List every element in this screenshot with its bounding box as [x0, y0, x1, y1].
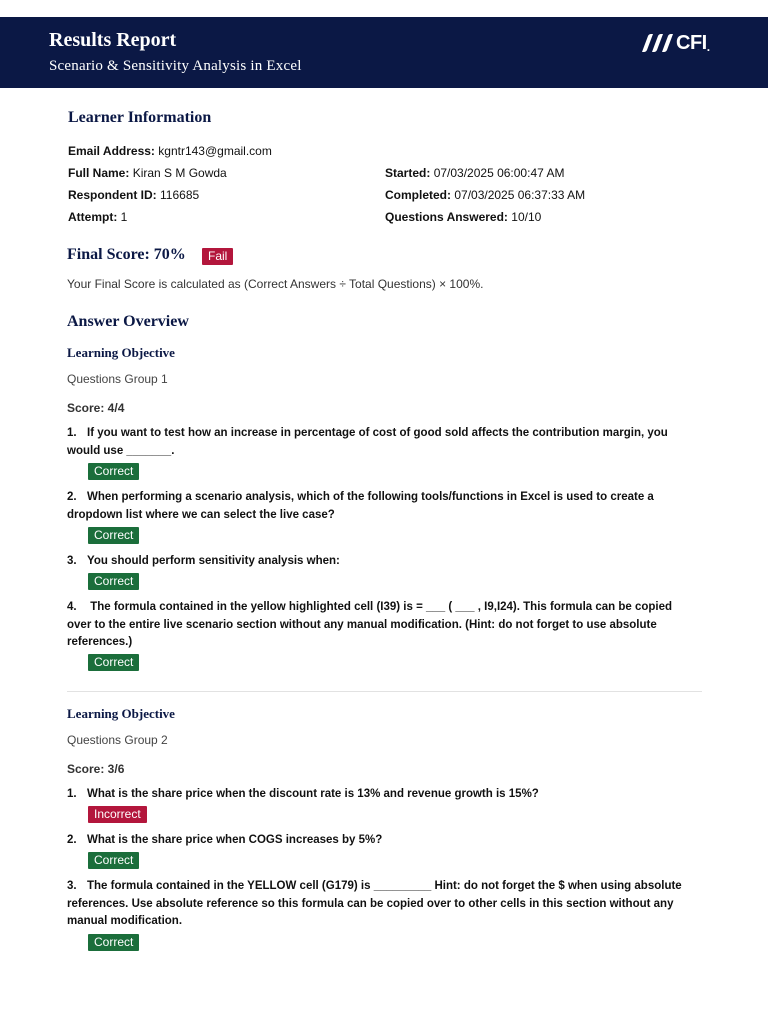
- question-item: [67, 425, 697, 460]
- final-score-heading: Final Score: 70%: [67, 246, 186, 263]
- fail-status-badge: Fail: [202, 248, 233, 265]
- score-explanation: Your Final Score is calculated as (Correct Answers ÷ Total Questions) × 100%.: [67, 277, 484, 291]
- question-text: When performing a scenario analysis, which of the following tools/functions in Excel is used to create a dropdown list where we can select the live case?: [67, 491, 654, 521]
- report-subtitle: Scenario & Sensitivity Analysis in Excel: [49, 58, 302, 74]
- completed-row: [385, 188, 585, 202]
- section-divider: [67, 691, 702, 692]
- question-number: 3.: [67, 880, 77, 892]
- learning-objective-heading: Learning Objective: [67, 345, 175, 360]
- respondent-value: 116685: [160, 188, 200, 202]
- question-number: 1.: [67, 788, 77, 800]
- email-label: Email Address:: [68, 144, 155, 158]
- name-label: Full Name:: [68, 166, 130, 180]
- question-number: 1.: [67, 427, 77, 439]
- answered-label: Questions Answered:: [385, 210, 508, 224]
- answer-overview-heading: Answer Overview: [67, 313, 189, 330]
- completed-label: Completed:: [385, 188, 451, 202]
- learning-objective-heading: Learning Objective: [67, 706, 175, 721]
- cfi-logo-mark-icon: [640, 33, 674, 53]
- correct-badge: Correct: [88, 654, 139, 671]
- respondent-label: Respondent ID:: [68, 188, 157, 202]
- question-text: The formula contained in the yellow highlighted cell (I39) is = ___ ( ___ , I9,I24). This formula can be copied over to the entire live scenario section without any manual modification. (Hint: do not forget to use absolute references.): [67, 601, 673, 648]
- questions-group-label: Questions Group 1: [67, 372, 168, 386]
- question-number: 4.: [67, 601, 77, 613]
- question-item: [67, 786, 697, 804]
- attempt-row: [68, 210, 127, 224]
- cfi-logo: [640, 31, 710, 55]
- question-item: [67, 599, 697, 652]
- questions-group-label: Questions Group 2: [67, 733, 168, 747]
- question-text: What is the share price when COGS increases by 5%?: [87, 834, 383, 846]
- question-text: The formula contained in the YELLOW cell (G179) is _________ Hint: do not forget the $ when using absolute references. Use absolute reference so this formula can be copied over to other cells in this section without any manual modification.: [67, 880, 682, 927]
- correct-badge: Correct: [88, 852, 139, 869]
- learner-info-heading: Learner Information: [68, 109, 212, 126]
- name-row: [68, 166, 227, 180]
- question-number: 2.: [67, 491, 77, 503]
- completed-value: 07/03/2025 06:37:33 AM: [454, 188, 586, 202]
- correct-badge: Correct: [88, 573, 139, 590]
- question-text: What is the share price when the discount rate is 13% and revenue growth is 15%?: [87, 788, 539, 800]
- started-row: [385, 166, 564, 180]
- report-header: [0, 17, 768, 88]
- report-title: Results Report: [49, 29, 177, 51]
- attempt-value: 1: [120, 210, 128, 224]
- incorrect-badge: Incorrect: [88, 806, 147, 823]
- question-item: [67, 878, 697, 931]
- name-value: Kiran S M Gowda: [132, 166, 227, 180]
- question-number: 2.: [67, 834, 77, 846]
- question-text: If you want to test how an increase in percentage of cost of good sold affects the contribution margin, you would use _______.: [67, 427, 668, 457]
- email-row: [68, 144, 272, 158]
- respondent-row: [68, 188, 199, 202]
- group-score: Score: 4/4: [67, 401, 125, 415]
- correct-badge: Correct: [88, 934, 139, 951]
- question-item: [67, 832, 697, 850]
- question-item: [67, 489, 697, 524]
- started-label: Started:: [385, 166, 431, 180]
- answered-value: 10/10: [511, 210, 542, 224]
- question-number: 3.: [67, 555, 77, 567]
- correct-badge: Correct: [88, 527, 139, 544]
- question-text: You should perform sensitivity analysis when:: [87, 555, 340, 567]
- attempt-label: Attempt:: [68, 210, 118, 224]
- cfi-logo-text: CFI: [676, 31, 707, 54]
- question-item: [67, 553, 697, 571]
- cfi-logo-dot: .: [706, 40, 710, 54]
- answered-row: [385, 210, 541, 224]
- started-value: 07/03/2025 06:00:47 AM: [433, 166, 565, 180]
- correct-badge: Correct: [88, 463, 139, 480]
- group-score: Score: 3/6: [67, 762, 125, 776]
- email-value: kgntr143@gmail.com: [158, 144, 272, 158]
